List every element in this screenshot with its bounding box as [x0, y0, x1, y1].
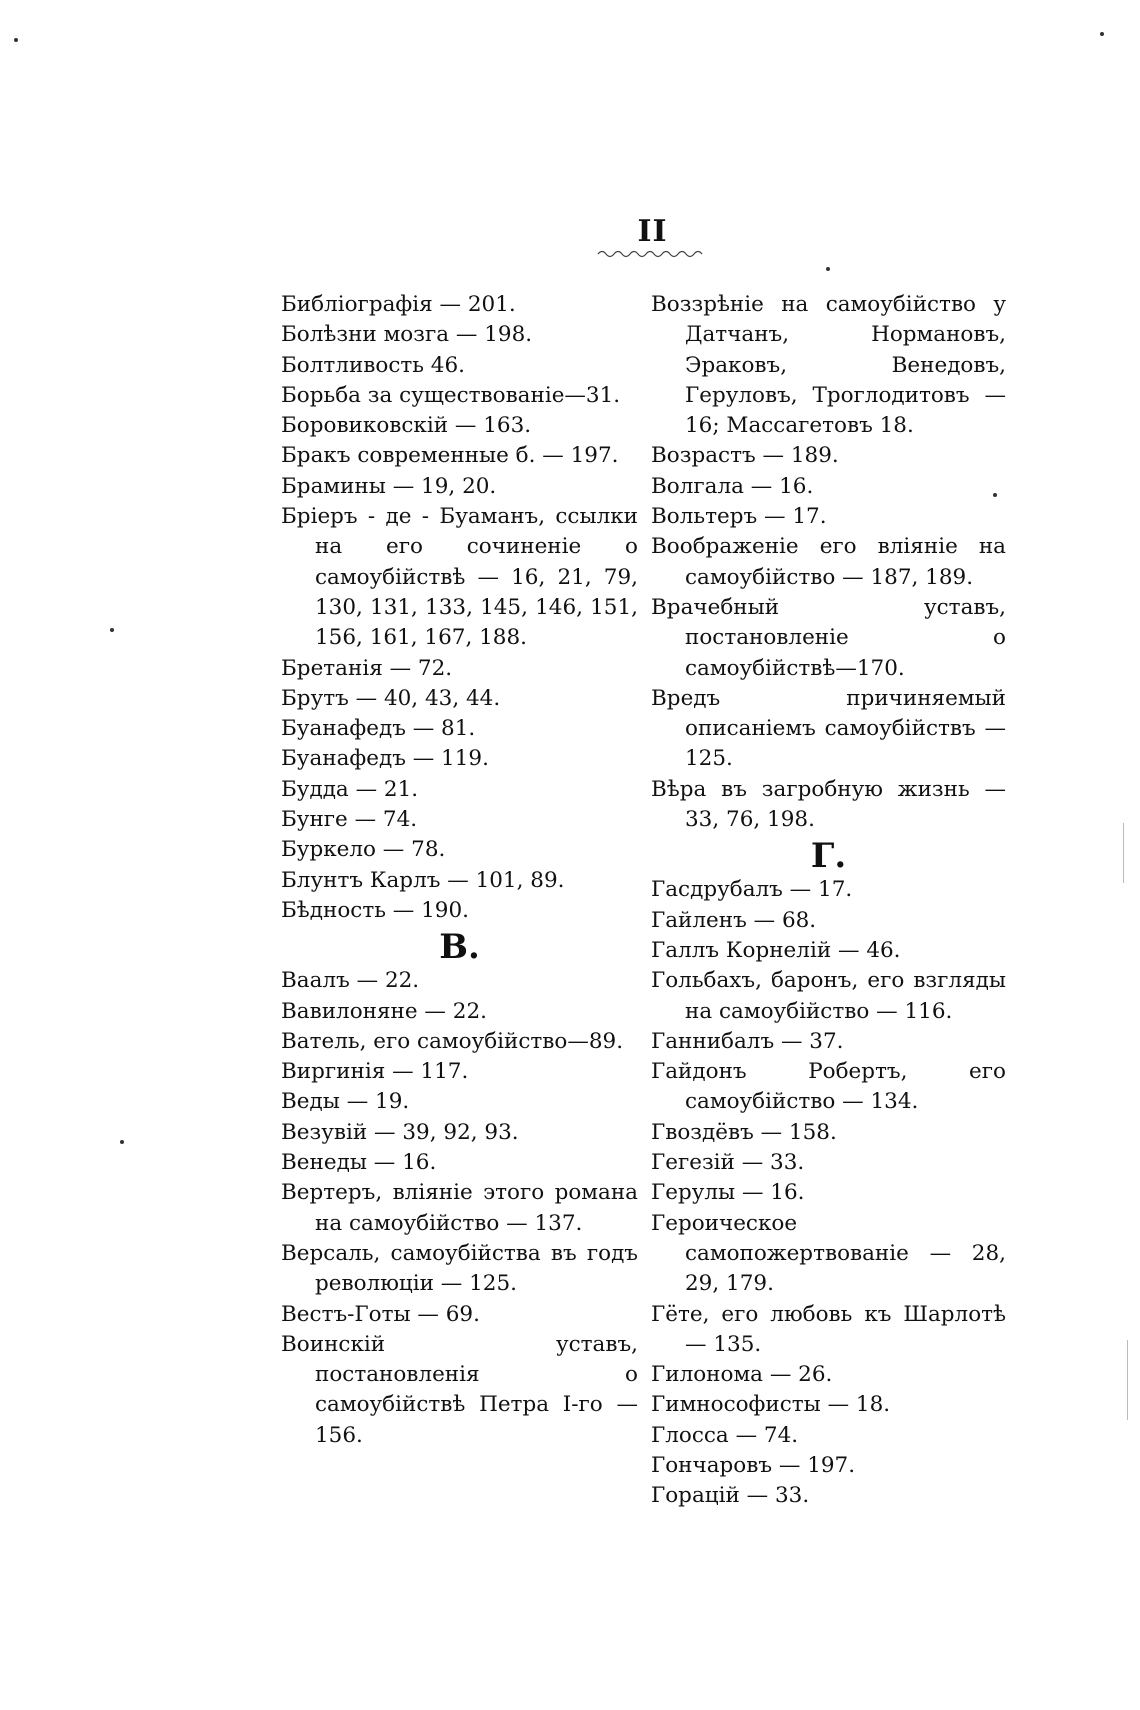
index-entry: Виргинія — 117.: [281, 1059, 469, 1085]
index-entry: Болѣзни мозга — 198.: [281, 322, 533, 348]
index-entry: Вестъ-Готы — 69.: [281, 1301, 480, 1327]
wavy-ornament: [596, 248, 708, 260]
index-entry: Будда — 21.: [281, 776, 419, 802]
index-entry: Воображеніе его вліяніе на самоубійство — 187, 189.: [651, 534, 1006, 590]
index-entry: Борьба за существованіе—31.: [281, 382, 621, 408]
index-entry: Бріеръ - де - Буаманъ, ссылки на его сочиненіе о самоубійствѣ — 16, 21, 79, 130, 131, 133, 145, 146, 151, 156, 161, 167, 188.: [281, 504, 638, 651]
index-entry: Болтливость 46.: [281, 352, 465, 378]
index-entry: Гёте, его любовь къ Шарлотѣ — 135.: [651, 1301, 1006, 1357]
entries-letter-g: [651, 875, 1006, 1511]
index-entry: Брутъ — 40, 43, 44.: [281, 685, 501, 711]
index-entry: Волгала — 16.: [651, 473, 814, 499]
index-column-right: [651, 290, 1006, 1512]
scan-speck: [1100, 32, 1104, 36]
index-entry: Возрастъ — 189.: [651, 443, 839, 469]
index-entry: Гилонома — 26.: [651, 1362, 833, 1388]
entries-letter-b: [281, 290, 638, 926]
index-entry: Брамины — 19, 20.: [281, 473, 497, 499]
index-entry: Вольтеръ — 17.: [651, 504, 827, 530]
index-entry: Гольбахъ, баронъ, его взгляды на самоубійство — 116.: [651, 968, 1006, 1024]
index-entry: Версаль, самоубійства въ годъ революціи — 125.: [281, 1240, 638, 1297]
page-number: II: [637, 214, 668, 249]
index-entry: Ватель, его самоубійство—89.: [281, 1028, 624, 1054]
scan-speck: [14, 38, 18, 42]
index-entry: Бѣдность — 190.: [281, 897, 469, 923]
index-entry: Гайдонъ Робертъ, его самоубійство — 134.: [651, 1059, 1006, 1115]
index-entry: Врачебный уставъ, постановленіе о самоубійствѣ—170.: [651, 594, 1006, 681]
index-entry: Боровиковскій — 163.: [281, 413, 532, 439]
index-entry: Воззрѣніе на самоубійство у Датчанъ, Нормановъ, Эраковъ, Венедовъ, Геруловъ, Троглодитовъ — 16; Массагетовъ 18.: [651, 292, 1006, 439]
letter-heading-v: В.: [439, 927, 480, 968]
index-entry: Гасдрубалъ — 17.: [651, 877, 853, 903]
index-entry: Бретанія — 72.: [281, 655, 453, 681]
scan-speck: [110, 628, 114, 632]
index-entry: Блунтъ Карлъ — 101, 89.: [281, 867, 565, 893]
entries-letter-v: [281, 966, 638, 1451]
index-entry: Ваалъ — 22.: [281, 968, 420, 994]
index-entry: Бракъ современные б. — 197.: [281, 443, 619, 469]
index-entry: Везувій — 39, 92, 93.: [281, 1119, 519, 1145]
index-entry: Вредъ причиняемый описаніемъ самоубійствъ — 125.: [651, 685, 1006, 772]
index-entry: Герулы — 16.: [651, 1180, 805, 1206]
index-entry: Ганнибалъ — 37.: [651, 1028, 844, 1054]
index-entry: Буркело — 78.: [281, 837, 446, 863]
index-entry: Гвоздёвъ — 158.: [651, 1119, 837, 1145]
index-entry: Гончаровъ — 197.: [651, 1452, 856, 1478]
index-entry: Горацій — 33.: [651, 1483, 810, 1509]
letter-heading-g: Г.: [810, 836, 847, 877]
index-entry: Галлъ Корнелій — 46.: [651, 937, 901, 963]
index-entry: Веды — 19.: [281, 1089, 410, 1115]
index-entry: Бунге — 74.: [281, 807, 418, 833]
index-entry: Героическое самопожертвованіе — 28, 29, 179.: [651, 1210, 1006, 1297]
index-entry: Гайленъ — 68.: [651, 907, 817, 933]
index-entry: Гегезій — 33.: [651, 1150, 805, 1176]
scan-edge-line: [1127, 1340, 1128, 1420]
scan-speck: [120, 1140, 124, 1144]
index-entry: Буанафедъ — 81.: [281, 716, 476, 742]
index-entry: Венеды — 16.: [281, 1150, 437, 1176]
index-entry: Гимнософисты — 18.: [651, 1392, 891, 1418]
index-entry: Библіографія — 201.: [281, 292, 516, 317]
scan-edge-line: [1123, 823, 1124, 883]
index-entry: Вертеръ, вліяніе этого романа на самоубійство — 137.: [281, 1180, 638, 1236]
index-entry: Глосса — 74.: [651, 1422, 799, 1448]
index-entry: Вавилоняне — 22.: [281, 998, 487, 1024]
index-column-left: [281, 290, 638, 1451]
index-entry: Буанафедъ — 119.: [281, 746, 489, 772]
index-entry: Вѣра въ загробную жизнь — 33, 76, 198.: [651, 776, 1006, 833]
scan-speck: [826, 267, 830, 271]
entries-letter-v-continued: [651, 290, 1006, 835]
index-entry: Воинскій уставъ, постановленія о самоубійствѣ Петра І-го — 156.: [281, 1331, 638, 1448]
